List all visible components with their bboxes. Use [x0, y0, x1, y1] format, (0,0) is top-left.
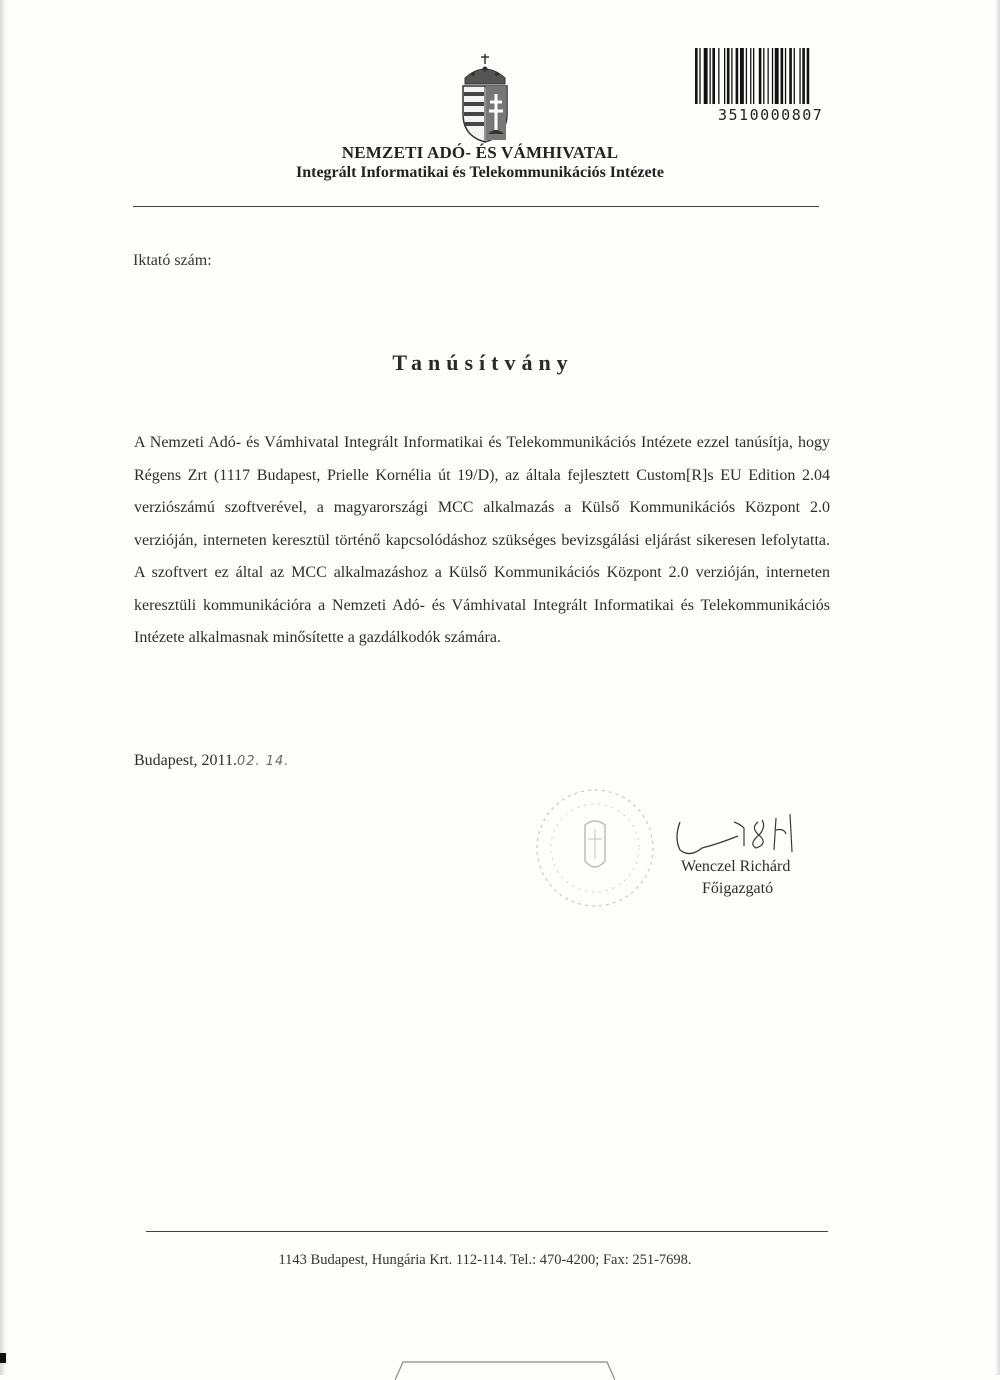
document-title: Tanúsítvány [392, 350, 574, 375]
place-date [134, 752, 289, 770]
place-date-text: Budapest, 2011. [134, 752, 237, 769]
barcode-icon [695, 48, 847, 104]
registration-number-label: Iktató szám: [133, 252, 212, 269]
agency-name: NEMZETI ADÓ- ÉS VÁMHIVATAL [341, 143, 619, 162]
institute-name: Integrált Informatikai és Telekommunikációs Intézete [296, 164, 664, 181]
scan-mark [0, 1353, 6, 1363]
official-stamp-icon [530, 783, 660, 913]
signer-name: Wenczel Richárd [681, 858, 791, 875]
certificate-body: A Nemzeti Adó- és Vámhivatal Integrált Informatikai és Telekommunikációs Intézete ezzel tanúsítja, hogy Régens Zrt (1117 Budapest, Prielle Kornélia út 19/D), az általa fejlesztett Custom[R]s EU Edition 2.04 verziószámú szoftverével, a magyarországi MCC alkalmazás a Külső Kommunikációs Központ 2.0 verzióján, interneten keresztül történő kapcsolódáshoz szükséges bevizsgálási eljárást sikeresen lefolytatta. A szoftvert ez által az MCC alkalmazáshoz a Külső Kommunikációs Központ 2.0 verzióján, interneten keresztüli kommunikációra a Nemzeti Adó- és Vámhivatal Integrált Informatikai és Telekommunikációs Intézete alkalmasnak minősítette a gazdálkodók számára. [134, 434, 830, 646]
header-divider [133, 206, 819, 207]
footer-address: 1143 Budapest, Hungária Krt. 112-114. Tel.: 470-4200; Fax: 251-7698. [278, 1252, 692, 1268]
footer-divider [146, 1231, 828, 1232]
coat-of-arms-icon [455, 52, 515, 144]
barcode-number: 3510000807 [718, 106, 824, 124]
handwritten-signature [668, 808, 808, 860]
scan-edge-right [995, 0, 1000, 1375]
signer-title: Főigazgató [702, 880, 774, 897]
handwritten-date: 02. 14. [236, 754, 290, 769]
scan-edge-left [0, 0, 6, 1375]
scan-artifact [395, 1360, 615, 1380]
